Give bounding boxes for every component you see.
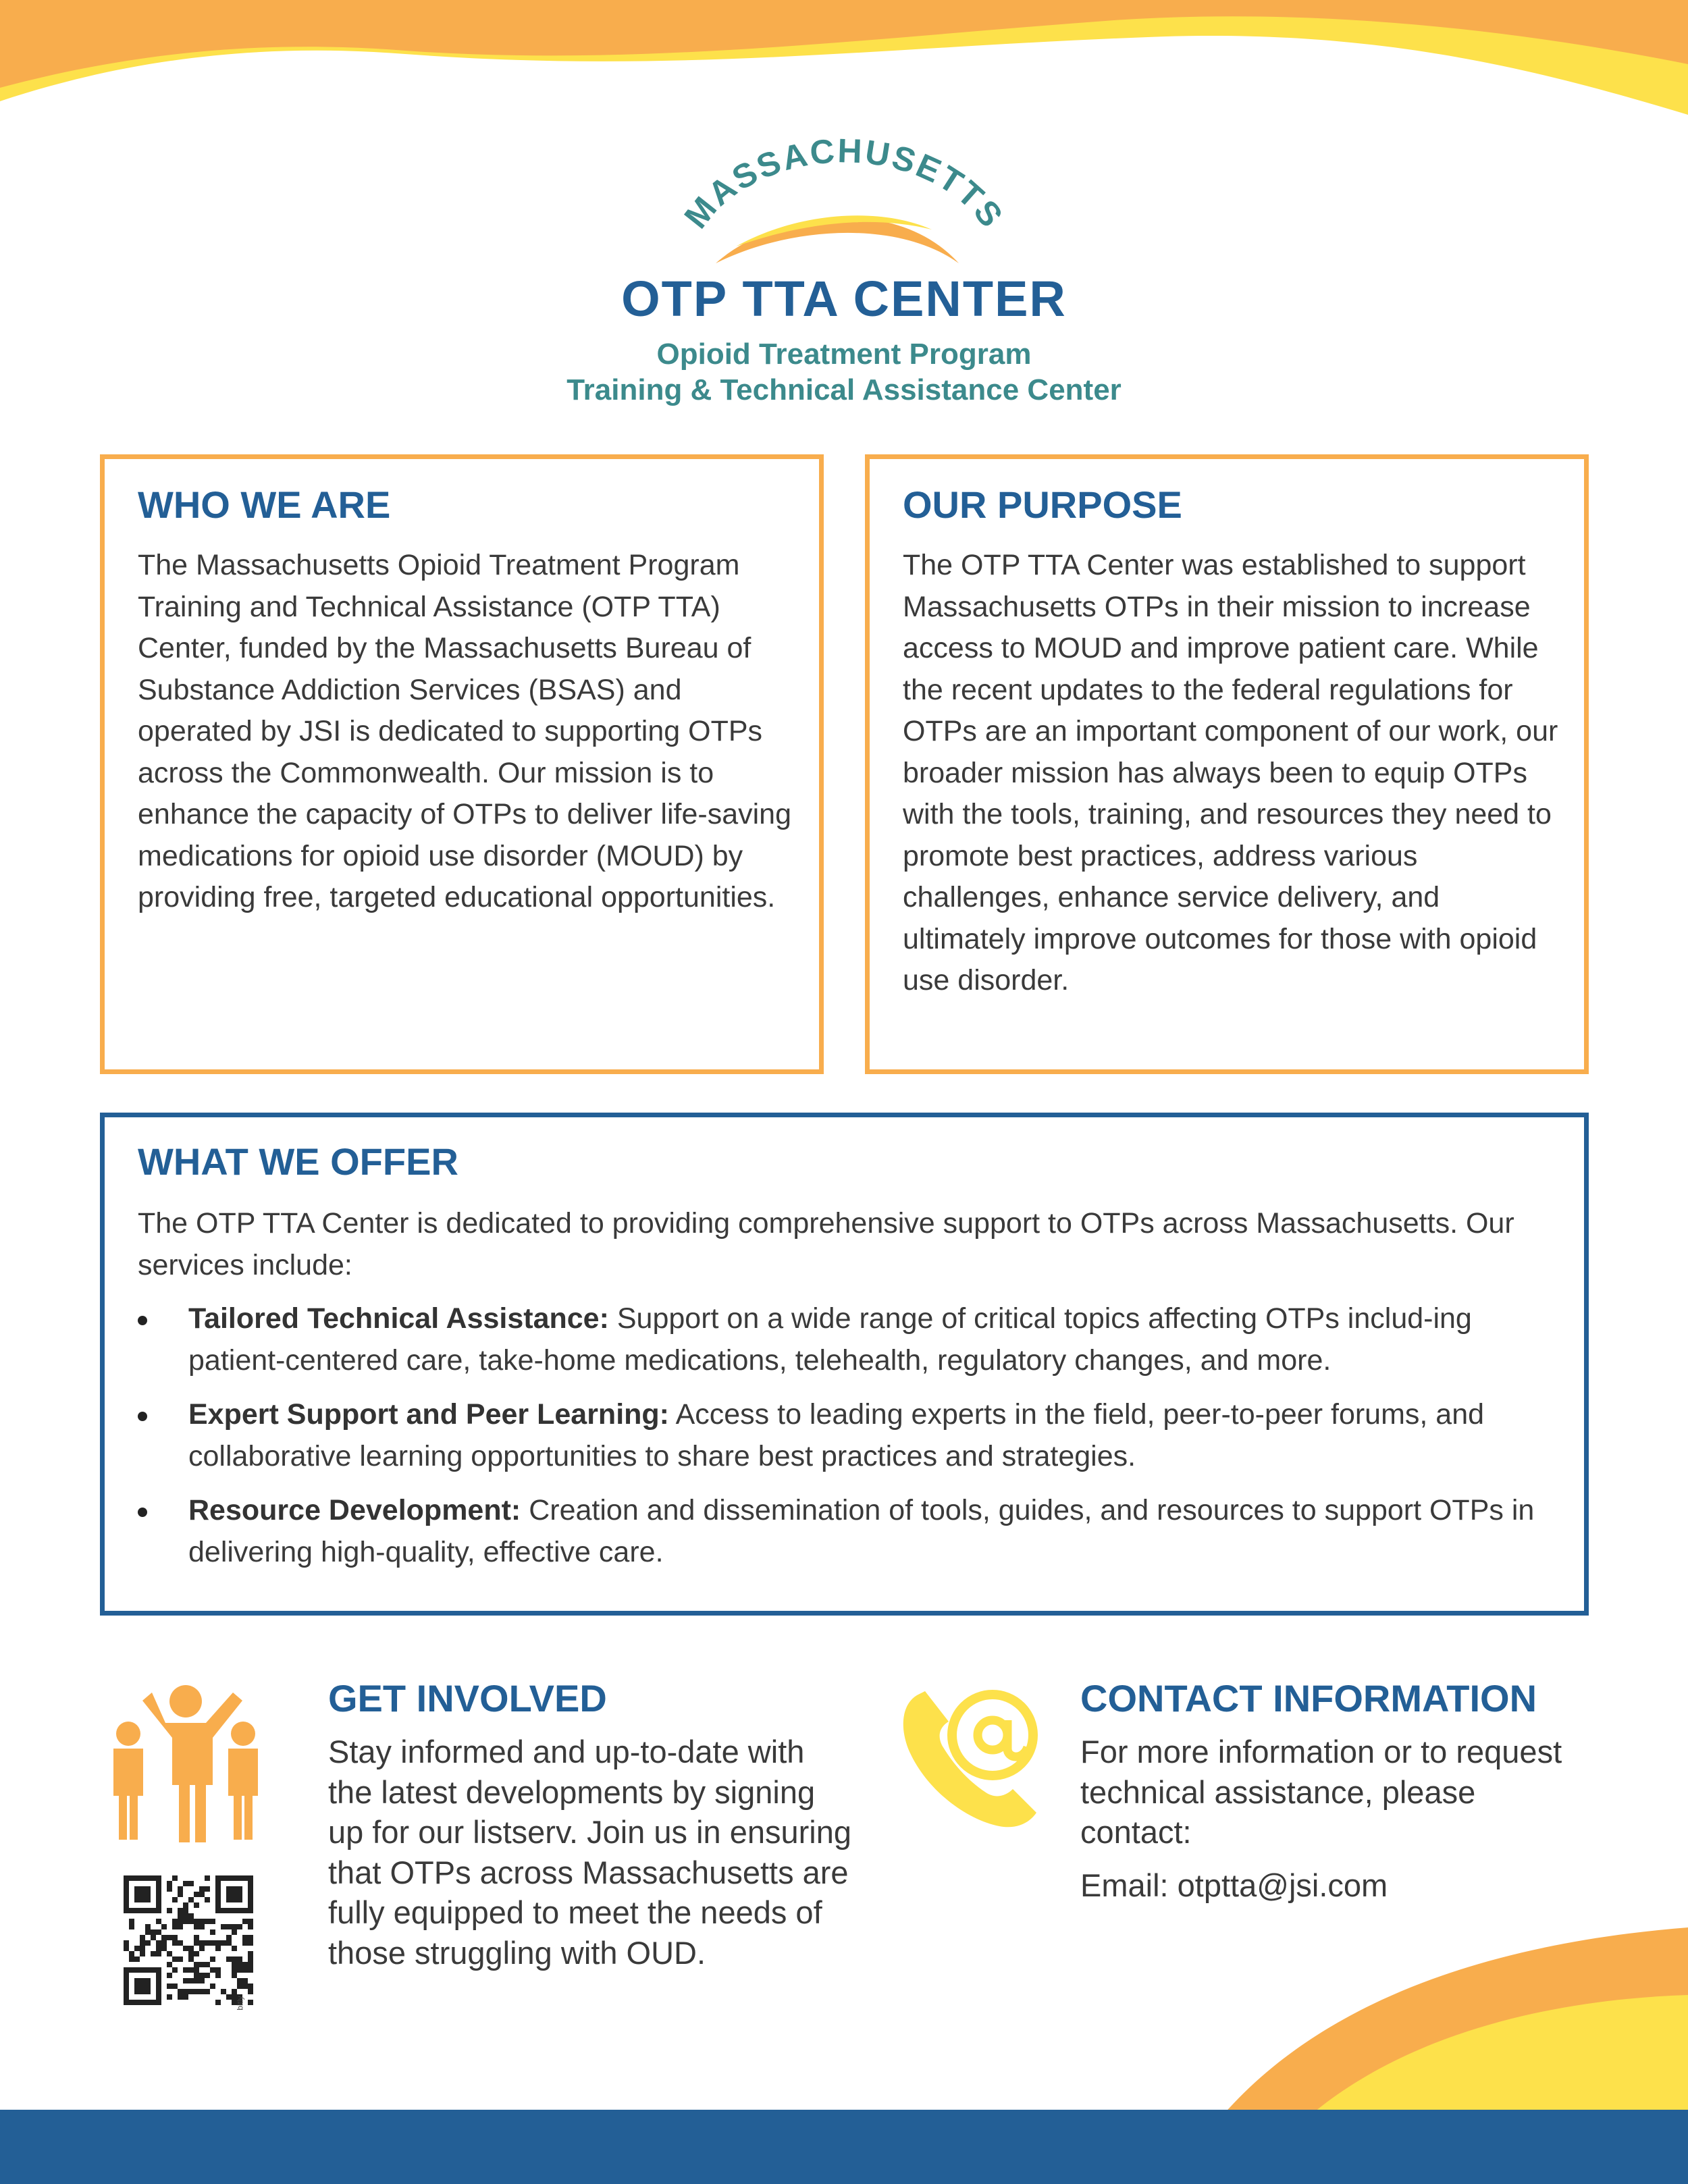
qr-module <box>194 1935 199 1940</box>
qr-module <box>221 1989 226 1994</box>
qr-module <box>172 1956 178 1962</box>
qr-module <box>183 1908 188 1913</box>
people-group-icon <box>101 1681 270 1843</box>
what-we-offer-intro: The OTP TTA Center is dedicated to providing comprehensive support to OTPs across Massachusetts. Our services include: <box>138 1207 1514 1281</box>
qr-module <box>248 1919 253 1924</box>
qr-module <box>178 1886 183 1892</box>
services-list <box>138 1298 1559 1586</box>
top-wave-decoration <box>0 0 1688 115</box>
qr-module <box>140 1940 145 1946</box>
service-text: Creation and dissemination of tools, guides, and resources to support OTPs in delivering high-quality, effective care. <box>188 1494 1535 1568</box>
who-we-are-heading: WHO WE ARE <box>138 483 391 526</box>
qr-module <box>232 1989 237 1994</box>
qr-module <box>199 1940 205 1946</box>
qr-module <box>210 1940 215 1946</box>
qr-module <box>156 1929 161 1935</box>
qr-module <box>199 1886 205 1892</box>
qr-module <box>215 1946 221 1951</box>
qr-module <box>205 1875 210 1881</box>
get-involved-heading: GET INVOLVED <box>328 1677 607 1720</box>
qr-module <box>172 1924 178 1929</box>
qr-module <box>134 1886 151 1902</box>
qr-module <box>167 1994 172 2000</box>
logo-arc-text: MASSACHUSETTS <box>677 135 1011 236</box>
qr-module <box>242 1919 248 1924</box>
qr-module <box>226 1935 232 1940</box>
qr-module <box>156 1940 161 1946</box>
page-title: OTP TTA CENTER <box>621 271 1067 327</box>
qr-module <box>248 1951 253 1956</box>
qr-module <box>161 1924 167 1929</box>
qr-module <box>242 1935 248 1940</box>
qr-module <box>199 1978 205 1983</box>
qr-module <box>151 1929 156 1935</box>
listserv-qr-code[interactable] <box>124 1875 253 2005</box>
qr-module <box>161 1940 167 1946</box>
qr-module <box>205 1886 210 1892</box>
qr-module <box>199 1924 205 1929</box>
qr-module <box>194 1951 199 1956</box>
qr-module <box>188 1897 194 1902</box>
qr-module <box>215 1973 221 1978</box>
qr-module <box>205 1989 210 1994</box>
service-title: Resource Development: <box>188 1494 521 1526</box>
qr-module <box>199 1973 205 1978</box>
service-text: Access to leading experts in the field, peer-to-peer forums, and collaborative learning opportunities to share best practices and strategies. <box>188 1398 1485 1472</box>
qr-module <box>199 1946 205 1951</box>
qr-module <box>221 1940 226 1946</box>
qr-module <box>194 1902 199 1908</box>
qr-module <box>205 1973 210 1978</box>
qr-module <box>194 1919 199 1924</box>
qr-module <box>232 1924 237 1929</box>
qr-module <box>194 1978 199 1983</box>
qr-module <box>242 1978 248 1983</box>
qr-module <box>167 1881 172 1886</box>
qr-module <box>205 1919 210 1924</box>
qr-module <box>172 1919 178 1924</box>
qr-module <box>242 1940 248 1946</box>
qr-module <box>161 1946 167 1951</box>
qr-module <box>199 1919 205 1924</box>
qr-module <box>156 1946 161 1951</box>
bullet-icon <box>138 1508 147 1517</box>
subtitle-line-2: Training & Technical Assistance Center <box>566 373 1122 406</box>
qr-module <box>248 2000 253 2005</box>
qr-module <box>145 1929 151 1935</box>
qr-module <box>140 1935 145 1940</box>
qr-module <box>183 1989 188 1994</box>
list-item <box>138 1394 1559 1477</box>
qr-module <box>151 1935 156 1940</box>
our-purpose-heading: OUR PURPOSE <box>903 483 1182 526</box>
phone-email-icon <box>898 1681 1053 1830</box>
qr-module <box>232 1956 237 1962</box>
qr-module <box>215 1967 221 1973</box>
qr-module <box>237 1924 242 1929</box>
qr-module <box>194 1973 199 1978</box>
qr-module <box>156 1951 161 1956</box>
bullet-icon <box>138 1316 147 1325</box>
qr-module <box>232 1929 237 1935</box>
qr-module <box>172 1940 178 1946</box>
bullet-icon <box>138 1412 147 1421</box>
qr-module <box>140 1951 145 1956</box>
qr-module <box>178 1924 183 1929</box>
qr-module <box>232 1973 237 1978</box>
qr-module <box>248 1989 253 1994</box>
qr-module <box>237 1978 242 1983</box>
qr-module <box>183 1994 188 2000</box>
qr-module <box>188 1978 194 1983</box>
qr-module <box>178 1913 183 1919</box>
qr-module <box>237 1967 242 1973</box>
qr-module <box>183 1978 188 1983</box>
qr-module <box>248 1924 253 1929</box>
qr-module <box>237 1956 242 1962</box>
qr-module <box>232 1946 237 1951</box>
qr-module <box>167 1962 172 1967</box>
qr-module <box>183 1881 188 1886</box>
qr-module <box>188 1956 194 1962</box>
qr-module <box>167 1983 172 1989</box>
qr-module <box>237 1983 242 1989</box>
qr-module <box>129 1924 134 1929</box>
qr-module <box>205 1897 210 1902</box>
our-purpose-text: The OTP TTA Center was established to support Massachusetts OTPs in their mission to increase access to MOUD and improve patient care. While the recent updates to the federal regulations for OTPs are an important component of our work, our broader mission has always been to equip OTPs with the tools, training, and resources they need to promote best practices, address various challenges, enhance service delivery, and ultimately improve outcomes for those with opioid use disorder. <box>903 549 1558 996</box>
qr-module <box>167 1973 172 1978</box>
service-title: Expert Support and Peer Learning: <box>188 1398 669 1431</box>
qr-module <box>221 1924 226 1929</box>
qr-module <box>124 1940 129 1946</box>
qr-module <box>199 1892 205 1897</box>
qr-module <box>140 1946 145 1951</box>
qr-module <box>183 1913 188 1919</box>
qr-module <box>226 1956 232 1962</box>
what-we-offer-heading: WHAT WE OFFER <box>138 1140 458 1183</box>
qr-module <box>248 1940 253 1946</box>
qr-module <box>194 1967 199 1973</box>
qr-module <box>188 1989 194 1994</box>
qr-module <box>134 1956 140 1962</box>
qr-module <box>210 1919 215 1924</box>
qr-module <box>129 1956 134 1962</box>
qr-module <box>124 1946 129 1951</box>
qr-module <box>226 1940 232 1946</box>
qr-module <box>172 1935 178 1940</box>
qr-module <box>183 1919 188 1924</box>
qr-module <box>205 1940 210 1946</box>
qr-module <box>183 1902 188 1908</box>
qr-module <box>215 2000 221 2005</box>
qr-module <box>167 1935 172 1940</box>
qr-module <box>248 1983 253 1989</box>
qr-module <box>242 1967 248 1973</box>
qr-module <box>178 1989 183 1994</box>
qr-module <box>226 1924 232 1929</box>
qr-module <box>210 1956 215 1962</box>
qr-module <box>145 1924 151 1929</box>
qr-module <box>145 1940 151 1946</box>
get-involved-text: Stay informed and up-to-date with the latest developments by signing up for our listserv. Join us in ensuring that OTPs across Massachusetts are fully equipped to meet the needs of those struggling with OUD. <box>328 1734 851 1971</box>
qr-module <box>210 1967 215 1973</box>
who-we-are-text: The Massachusetts Opioid Treatment Program Training and Technical Assistance (OTP TTA) Center, funded by the Massachusetts Bureau of Substance Addiction Services (BSAS) and operated by JSI is dedicated to supporting OTPs across the Commonwealth. Our mission is to enhance the capacity of OTPs to deliver life-saving medications for opioid use disorder (MOUD) by providing free, targeted educational opportunities. <box>138 549 792 913</box>
qr-module <box>188 1967 194 1973</box>
list-item <box>138 1490 1559 1573</box>
qr-module <box>232 1967 237 1973</box>
qr-module <box>232 1962 237 1967</box>
qr-caption: bitly <box>235 1996 245 2010</box>
qr-module <box>172 1983 178 1989</box>
qr-module <box>188 1881 194 1886</box>
qr-module <box>178 1908 183 1913</box>
contact-text: For more information or to request technical assistance, please contact: <box>1080 1734 1562 1850</box>
qr-module <box>248 1956 253 1962</box>
qr-module <box>167 1908 172 1913</box>
qr-module <box>194 1989 199 1994</box>
qr-module <box>194 1892 199 1897</box>
qr-module <box>194 1940 199 1946</box>
qr-module <box>172 1875 178 1881</box>
qr-module <box>172 1967 178 1973</box>
qr-module <box>199 1989 205 1994</box>
qr-module <box>248 1962 253 1967</box>
service-title: Tailored Technical Assistance: <box>188 1302 609 1335</box>
qr-module <box>178 1919 183 1924</box>
qr-module <box>210 1983 215 1989</box>
qr-module <box>194 1924 199 1929</box>
qr-module <box>134 1978 151 1994</box>
qr-module <box>178 1892 183 1897</box>
subtitle-line-1: Opioid Treatment Program <box>656 338 1032 371</box>
qr-module <box>183 1946 188 1951</box>
qr-module <box>194 1962 199 1967</box>
qr-module <box>129 1919 134 1924</box>
qr-module <box>248 1935 253 1940</box>
qr-module <box>199 1962 205 1967</box>
qr-module <box>226 1994 232 2000</box>
qr-module <box>242 1962 248 1967</box>
qr-module <box>156 1919 161 1924</box>
qr-module <box>242 1983 248 1989</box>
qr-module <box>237 1962 242 1967</box>
qr-module <box>134 1946 140 1951</box>
qr-module <box>151 1951 156 1956</box>
massachusetts-arc-logo <box>675 135 1013 270</box>
qr-module <box>161 1935 167 1940</box>
qr-module <box>226 1886 242 1902</box>
qr-module <box>188 1951 194 1956</box>
qr-module <box>172 1897 178 1902</box>
footer-bar <box>0 2110 1688 2184</box>
qr-module <box>129 1951 134 1956</box>
qr-module <box>215 1940 221 1946</box>
qr-module <box>167 1886 172 1892</box>
qr-module <box>210 1929 215 1935</box>
qr-module <box>167 1951 172 1956</box>
list-item <box>138 1298 1559 1381</box>
service-text: Support on a wide range of critical topics affecting OTPs includ-ing patient-centered care, take-home medications, telehealth, regulatory changes, and more. <box>188 1302 1472 1377</box>
qr-module <box>178 1956 183 1962</box>
contact-heading: CONTACT INFORMATION <box>1080 1677 1537 1720</box>
qr-module <box>188 1946 194 1951</box>
qr-module <box>248 1967 253 1973</box>
qr-module <box>205 1962 210 1967</box>
contact-email[interactable]: Email: otptta@jsi.com <box>1080 1867 1388 1903</box>
qr-module <box>188 1913 194 1919</box>
qr-module <box>178 1994 183 2000</box>
qr-module <box>178 1940 183 1946</box>
qr-module <box>183 1967 188 1973</box>
qr-module <box>188 1919 194 1924</box>
